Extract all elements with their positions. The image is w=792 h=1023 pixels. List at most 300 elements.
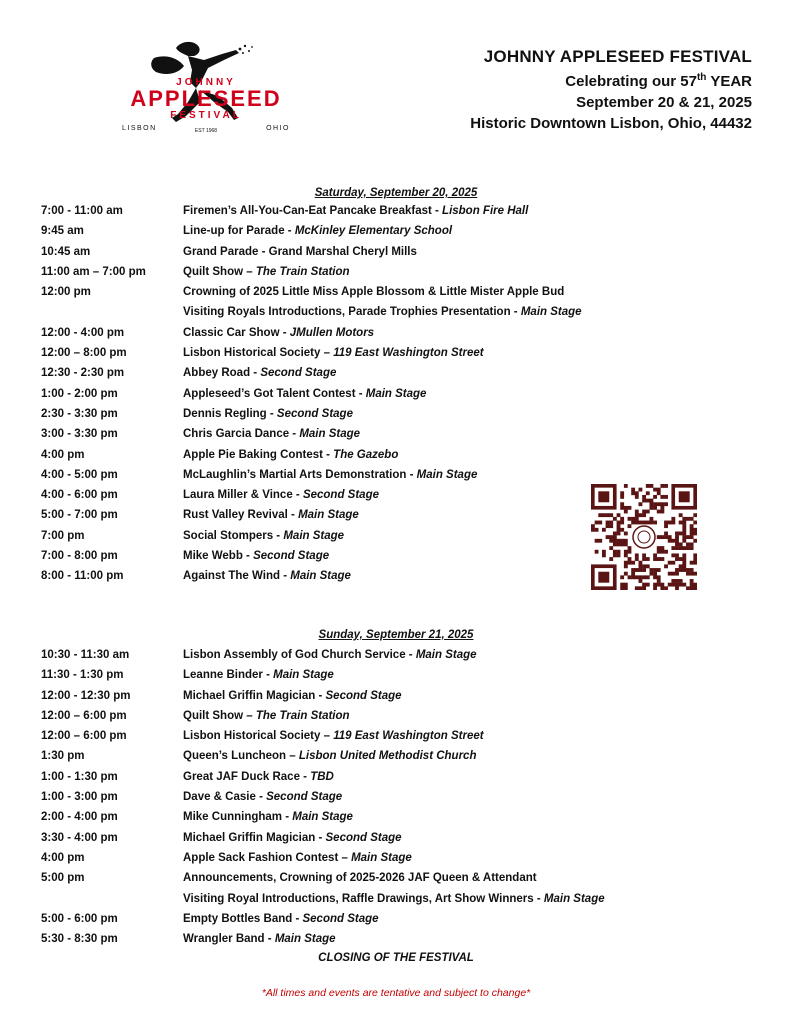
schedule-event (183, 913, 379, 933)
schedule-row (41, 246, 582, 266)
schedule-event (183, 428, 360, 448)
qr-module (660, 586, 664, 590)
qr-module (624, 510, 628, 514)
qr-module (657, 502, 661, 506)
qr-module (609, 524, 613, 528)
qr-module (602, 553, 606, 557)
schedule-event (183, 266, 350, 286)
qr-module (624, 539, 628, 543)
qr-module (675, 586, 679, 590)
qr-module (675, 572, 679, 576)
qr-module (639, 502, 643, 506)
schedule-row (41, 669, 605, 689)
event-name: Empty Bottles Band - (183, 912, 303, 925)
schedule-event (183, 893, 605, 913)
qr-module (639, 586, 643, 590)
qr-module (613, 539, 617, 543)
qr-module (631, 561, 635, 565)
schedule-time: 2:00 - 4:00 pm (41, 811, 118, 824)
schedule-row (41, 811, 605, 831)
qr-module (682, 535, 686, 539)
schedule-row (41, 408, 582, 428)
qr-module (682, 521, 686, 525)
schedule-row (41, 286, 582, 306)
qr-module (635, 557, 639, 561)
event-name: Laura Miller & Vince - (183, 489, 303, 502)
schedule-time: 5:00 - 7:00 pm (41, 509, 118, 522)
event-name: Lisbon Assembly of God Church Service - (183, 649, 416, 661)
event-name: Apple Pie Baking Contest - (183, 448, 334, 461)
qr-module (693, 583, 697, 587)
qr-module (693, 553, 697, 557)
qr-module (606, 524, 610, 528)
qr-module (653, 502, 657, 506)
qr-module (635, 521, 639, 525)
schedule-event (183, 791, 342, 811)
event-location: 119 East Washington Street (333, 730, 484, 743)
schedule-event (183, 669, 334, 689)
qr-module (682, 528, 686, 532)
qr-module (686, 542, 690, 546)
qr-module (686, 546, 690, 550)
schedule-time: 4:00 pm (41, 448, 85, 461)
qr-module (664, 535, 668, 539)
event-name: Abbey Road - (183, 367, 261, 380)
schedule-event (183, 449, 398, 469)
qr-module (646, 484, 650, 488)
qr-module (639, 579, 643, 583)
schedule-event (183, 205, 528, 225)
qr-module (682, 568, 686, 572)
qr-module (690, 579, 694, 583)
schedule-event (183, 367, 336, 387)
qr-module (624, 564, 628, 568)
event-location: Second Stage (276, 407, 353, 420)
qr-module (686, 568, 690, 572)
schedule-row (41, 933, 605, 953)
qr-module (635, 491, 639, 495)
qr-module (690, 517, 694, 521)
qr-module (653, 572, 657, 576)
qr-module (675, 542, 679, 546)
qr-module (679, 583, 683, 587)
disclaimer: *All times and events are tentative and subject to change* (261, 987, 531, 999)
qr-module (613, 553, 617, 557)
qr-module (649, 499, 653, 503)
qr-module (598, 572, 609, 583)
qr-module (675, 557, 679, 561)
qr-module (664, 550, 668, 554)
qr-module (624, 553, 628, 557)
qr-module (682, 553, 686, 557)
qr-module (631, 572, 635, 576)
qr-module (628, 561, 632, 565)
qr-module (631, 575, 635, 579)
event-location: Second Stage (253, 550, 330, 563)
event-location: Main Stage (273, 669, 334, 682)
qr-module (620, 528, 624, 532)
event-name: Chris Garcia Dance - (183, 428, 300, 441)
qr-module (624, 506, 628, 510)
qr-module (664, 586, 668, 590)
qr-module (639, 488, 643, 492)
qr-module (668, 572, 672, 576)
closing-line: CLOSING OF THE FESTIVAL (318, 952, 474, 964)
qr-module (664, 502, 668, 506)
schedule-time: 11:30 - 1:30 pm (41, 669, 124, 682)
schedule-time: 1:00 - 1:30 pm (41, 770, 118, 783)
qr-module (679, 513, 683, 517)
schedule-time: 5:00 - 6:00 pm (41, 912, 118, 925)
qr-module (646, 510, 650, 514)
qr-module (679, 546, 683, 550)
schedule-row (41, 649, 605, 669)
event-location: Second Stage (266, 791, 343, 804)
qr-module (653, 557, 657, 561)
event-name: Dennis Regling - (183, 407, 277, 420)
qr-module (668, 521, 672, 525)
qr-module (682, 561, 686, 565)
qr-module (653, 495, 657, 499)
schedule-row (41, 791, 605, 811)
schedule-row (41, 570, 582, 590)
schedule-event (183, 710, 350, 730)
qr-module (679, 564, 683, 568)
qr-module (686, 586, 690, 590)
schedule-time: 5:30 - 8:30 pm (41, 933, 118, 946)
qr-module (660, 506, 664, 510)
schedule-time: 1:00 - 2:00 pm (41, 387, 118, 400)
event-location: The Train Station (255, 709, 350, 722)
schedule-event (183, 832, 402, 852)
logo-lisbon: LISBON (122, 125, 157, 132)
qr-module (675, 535, 679, 539)
qr-module (675, 532, 679, 536)
schedule-row (41, 266, 582, 286)
qr-module (679, 491, 690, 502)
qr-module (620, 506, 624, 510)
qr-module (617, 550, 621, 554)
qr-module (639, 513, 643, 517)
qr-module (646, 564, 650, 568)
qr-module (671, 517, 675, 521)
festival-title: JOHNNY APPLESEED FESTIVAL (483, 47, 752, 66)
qr-module (635, 568, 639, 572)
qr-module (657, 491, 661, 495)
schedule-event (183, 306, 582, 326)
event-name: Great JAF Duck Race - (183, 770, 311, 783)
qr-module (675, 568, 679, 572)
qr-module (624, 542, 628, 546)
schedule-time (41, 893, 183, 913)
qr-module (660, 550, 664, 554)
schedule-time: 12:00 – 8:00 pm (41, 347, 127, 360)
qr-module (679, 532, 683, 536)
logo-festival: FESTIVAL (170, 110, 242, 121)
qr-module (609, 546, 613, 550)
qr-module (609, 513, 613, 517)
festival-location: Historic Downtown Lisbon, Ohio, 44432 (470, 115, 752, 132)
qr-module (693, 513, 697, 517)
qr-module (617, 513, 621, 517)
event-name: Social Stompers - (183, 529, 284, 542)
qr-module (664, 521, 668, 525)
qr-module (649, 568, 653, 572)
schedule-event (183, 852, 412, 872)
event-location: Main Stage (274, 933, 336, 946)
qr-module (671, 583, 675, 587)
qr-module (646, 491, 650, 495)
qr-module (639, 575, 643, 579)
event-name: Visiting Royal Introductions, Raffle Drawings, Art Show Winners - (183, 892, 544, 905)
qr-module (646, 575, 650, 579)
schedule-row (41, 469, 582, 489)
qr-module (657, 510, 661, 514)
qr-module (620, 491, 624, 495)
qr-module (613, 542, 617, 546)
qr-module (606, 513, 610, 517)
qr-module (628, 550, 632, 554)
schedule-time: 12:00 – 6:00 pm (41, 730, 127, 743)
qr-module (693, 586, 697, 590)
qr-module (664, 564, 668, 568)
qr-module (690, 532, 694, 536)
qr-module (624, 586, 628, 590)
celebrating-text: Celebrating our 57 (565, 73, 697, 90)
qr-module (653, 583, 657, 587)
qr-module (602, 550, 606, 554)
qr-module (657, 535, 661, 539)
sunday-title: Sunday, September 21, 2025 (318, 629, 474, 641)
qr-module (646, 499, 650, 503)
qr-module (606, 535, 610, 539)
qr-module (628, 575, 632, 579)
event-name: Quilt Show – (183, 265, 256, 278)
festival-logo (118, 40, 294, 136)
schedule-event (183, 408, 353, 428)
event-name: Dave & Casie - (183, 791, 267, 804)
schedule-time (41, 306, 183, 326)
qr-module (649, 517, 653, 521)
qr-module (690, 568, 694, 572)
schedule-time: 4:00 - 5:00 pm (41, 468, 118, 481)
qr-module (591, 524, 595, 528)
qr-module (642, 564, 646, 568)
qr-module (671, 579, 675, 583)
qr-module (671, 539, 675, 543)
qr-module (617, 528, 621, 532)
schedule-event (183, 750, 476, 770)
schedule-event (183, 811, 353, 831)
qr-code-icon[interactable] (591, 484, 697, 590)
schedule-row (41, 489, 582, 509)
logo-johnny: JOHNNY (176, 77, 236, 88)
schedule-row (41, 710, 605, 730)
qr-module (620, 575, 624, 579)
schedule-event (183, 246, 417, 266)
event-location: Main Stage (292, 811, 353, 824)
qr-module (690, 528, 694, 532)
qr-module (628, 506, 632, 510)
qr-module (668, 535, 672, 539)
schedule-row (41, 509, 582, 529)
qr-module (646, 583, 650, 587)
event-location: Main Stage (283, 529, 345, 542)
qr-module (675, 546, 679, 550)
event-name: Wrangler Band - (183, 933, 275, 946)
qr-module (679, 542, 683, 546)
qr-module (675, 539, 679, 543)
schedule-time: 8:00 - 11:00 pm (41, 570, 124, 583)
qr-module (653, 488, 657, 492)
qr-module (653, 553, 657, 557)
festival-dates: September 20 & 21, 2025 (576, 94, 752, 111)
schedule-event (183, 649, 477, 669)
qr-module (682, 524, 686, 528)
qr-module (620, 542, 624, 546)
schedule-row (41, 913, 605, 933)
schedule-row (41, 852, 605, 872)
qr-module (646, 557, 650, 561)
qr-module (635, 553, 639, 557)
event-location: Second Stage (302, 489, 379, 502)
qr-module (657, 488, 661, 492)
qr-module (690, 546, 694, 550)
schedule-event (183, 347, 484, 367)
qr-module (675, 579, 679, 583)
event-name: Lisbon Historical Society – (183, 347, 334, 360)
qr-module (620, 517, 624, 521)
event-location: McKinley Elementary School (294, 225, 453, 238)
event-location: Second Stage (325, 831, 402, 844)
qr-module (642, 586, 646, 590)
qr-module (682, 564, 686, 568)
qr-module (690, 535, 694, 539)
event-location: TBD (310, 770, 334, 783)
qr-module (602, 513, 606, 517)
schedule-row (41, 225, 582, 245)
schedule-time: 12:00 - 12:30 pm (41, 689, 131, 702)
qr-module (598, 539, 602, 543)
qr-module (606, 521, 610, 525)
qr-module (668, 539, 672, 543)
schedule-event (183, 933, 336, 953)
event-name: Michael Griffin Magician - (183, 689, 326, 702)
schedule-time: 7:00 - 8:00 pm (41, 550, 118, 563)
event-name: Against The Wind - (183, 570, 291, 583)
qr-module (595, 539, 599, 543)
saturday-schedule (41, 205, 582, 591)
schedule-event (183, 225, 452, 245)
qr-module (660, 484, 664, 488)
event-location: Main Stage (415, 649, 477, 661)
schedule-time: 3:00 - 3:30 pm (41, 428, 118, 441)
qr-module (686, 535, 690, 539)
schedule-row (41, 872, 605, 892)
qr-module (649, 502, 653, 506)
qr-module (649, 521, 653, 525)
celebrating-sup: th (696, 72, 707, 83)
qr-module (693, 521, 697, 525)
event-location: Main Stage (290, 570, 351, 583)
qr-module (617, 521, 621, 525)
event-location: 119 East Washington Street (333, 347, 484, 360)
festival-celebrating (470, 67, 752, 92)
logo-appleseed: APPLESEED (130, 86, 282, 111)
qr-module (628, 524, 632, 528)
event-location: Lisbon United Methodist Church (298, 750, 477, 763)
schedule-row (41, 347, 582, 367)
schedule-event (183, 550, 329, 570)
qr-module (617, 524, 621, 528)
schedule-event (183, 327, 374, 347)
schedule-row (41, 690, 605, 710)
qr-module (664, 524, 668, 528)
qr-module (660, 546, 664, 550)
schedule-time: 12:00 - 4:00 pm (41, 326, 125, 339)
festival-header (470, 46, 752, 134)
event-name: Appleseed’s Got Talent Contest - (183, 387, 366, 400)
qr-module (628, 546, 632, 550)
qr-module (657, 546, 661, 550)
qr-module (642, 583, 646, 587)
schedule-row (41, 306, 582, 326)
qr-module (642, 568, 646, 572)
schedule-row (41, 449, 582, 469)
event-name: Quilt Show – (183, 709, 256, 722)
schedule-time: 10:30 - 11:30 am (41, 649, 130, 661)
qr-module (690, 583, 694, 587)
schedule-time: 4:00 - 6:00 pm (41, 489, 118, 502)
qr-module (653, 575, 657, 579)
qr-module (620, 495, 624, 499)
schedule-row (41, 771, 605, 791)
qr-module (693, 572, 697, 576)
qr-module (639, 521, 643, 525)
schedule-time: 5:00 pm (41, 872, 85, 885)
logo-est: EST 1968 (194, 128, 218, 134)
qr-module (642, 499, 646, 503)
qr-module (642, 557, 646, 561)
qr-module (653, 586, 657, 590)
qr-module (646, 521, 650, 525)
schedule-time: 1:00 - 3:00 pm (41, 791, 118, 804)
qr-module (660, 510, 664, 514)
qr-module (635, 513, 639, 517)
event-name: Lisbon Historical Society – (183, 730, 334, 743)
qr-module (664, 484, 668, 488)
event-location: Main Stage (299, 428, 361, 441)
qr-module (657, 579, 661, 583)
schedule-event (183, 286, 564, 306)
event-name: Leanne Binder - (183, 669, 274, 682)
qr-module (602, 528, 606, 532)
logo-ohio: OHIO (266, 125, 290, 132)
schedule-time: 2:30 - 3:30 pm (41, 407, 118, 420)
qr-module (639, 568, 643, 572)
qr-module (690, 572, 694, 576)
qr-module (620, 583, 624, 587)
schedule-row (41, 428, 582, 448)
qr-module (613, 550, 617, 554)
qr-module (690, 542, 694, 546)
qr-module (682, 557, 686, 561)
qr-module (631, 488, 635, 492)
qr-module (668, 583, 672, 587)
event-location: Second Stage (325, 689, 402, 702)
qr-module (660, 583, 664, 587)
qr-module (649, 484, 653, 488)
